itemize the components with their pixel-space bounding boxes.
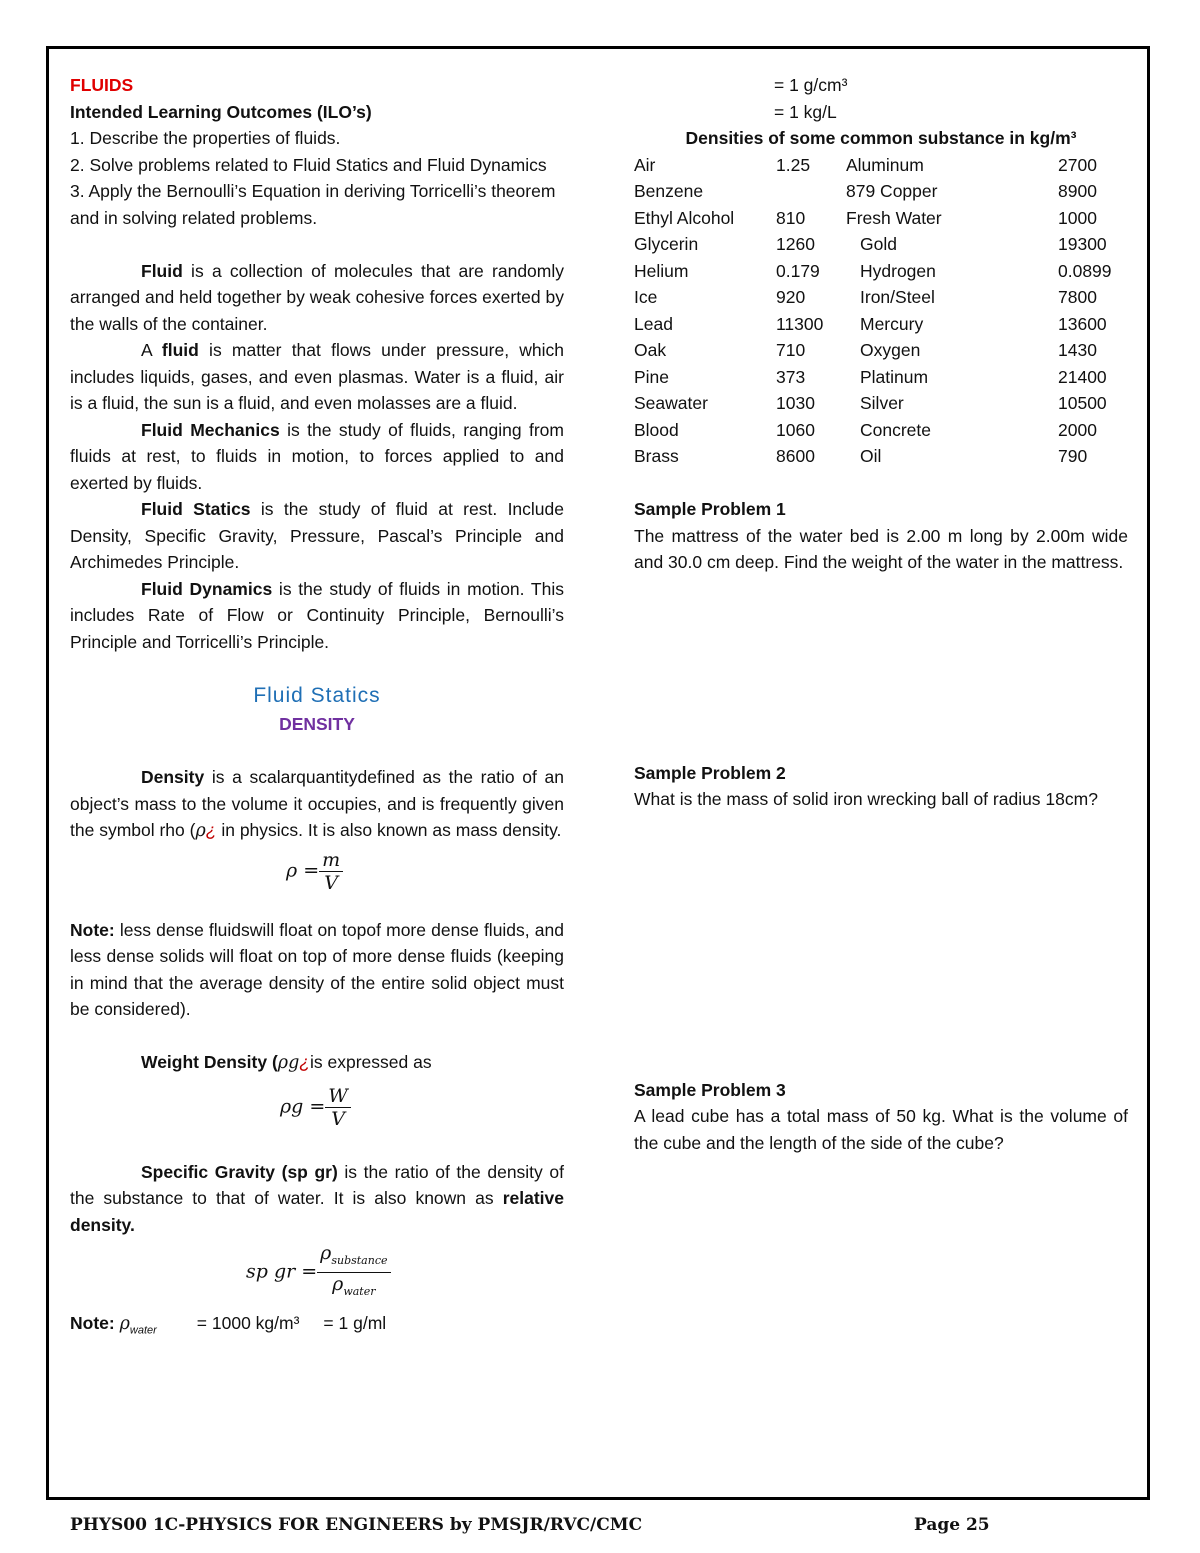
table-cell: Ice <box>634 287 658 307</box>
sample-problem-1-title: Sample Problem 1 <box>634 499 786 519</box>
section-title: Fluid Statics <box>253 684 381 707</box>
fluid-dynamics-paragraph: Fluid Dynamics is the study of fluids in motion. This includes Rate of Flow or Continuity Principle, Bernoulli’s Principle and Torricelli’s Principle. <box>70 578 564 652</box>
table-cell: Mercury <box>860 313 924 334</box>
table-cell: 810 <box>776 207 806 228</box>
table-cell: 790 <box>1058 446 1088 466</box>
table-cell: Brass <box>634 446 679 466</box>
table-cell: 1030 <box>776 393 815 413</box>
table-cell: 11300 <box>776 313 824 334</box>
fluid-mechanics-paragraph: Fluid Mechanics is the study of fluids, ranging from fluids at rest, to fluids in motion, to forces applied to and exerted by fluids. <box>70 419 564 493</box>
table-row <box>634 337 1128 364</box>
table-cell: 1260 <box>776 234 815 254</box>
ilo-item: 2. Solve problems related to Fluid Statics and Fluid Dynamics <box>70 154 547 175</box>
table-cell: 7800 <box>1058 287 1097 307</box>
table-cell: 2000 <box>1058 419 1097 440</box>
table-cell: 13600 <box>1058 313 1107 334</box>
table-cell: Benzene <box>634 181 704 201</box>
section-subtitle: DENSITY <box>279 714 355 734</box>
table-cell: Oxygen <box>860 340 921 360</box>
table-cell: 10500 <box>1058 393 1107 413</box>
density-table-title: Densities of some common substance in kg/m³ <box>685 128 1077 148</box>
table-cell: Platinum <box>860 366 929 387</box>
table-cell: 1.25 <box>776 154 811 175</box>
right-column <box>634 72 1128 1156</box>
table-row <box>634 390 1128 417</box>
table-cell: Helium <box>634 260 689 281</box>
table-cell: Air <box>634 154 656 175</box>
fluid-definition: Fluid is a collection of molecules that are randomly arranged and held together by weak cohesive forces exerted by the walls of the container. <box>70 260 564 334</box>
table-row <box>634 284 1128 311</box>
table-cell: Silver <box>860 393 904 413</box>
specific-gravity-paragraph: Specific Gravity (sp gr) is the ratio of the density of the substance to that of water. It is also known as relative density. <box>70 1161 564 1235</box>
table-cell: 1430 <box>1058 340 1097 360</box>
table-row <box>634 364 1128 391</box>
table-cell: 1060 <box>776 419 815 440</box>
table-cell: 879 Copper <box>846 181 938 201</box>
sample-problem-3-text: A lead cube has a total mass of 50 kg. What is the volume of the cube and the length of the side of the cube? <box>634 1106 1128 1153</box>
table-row <box>634 443 1128 470</box>
table-cell: 8900 <box>1058 181 1097 201</box>
sample-problem-1-text: The mattress of the water bed is 2.00 m long by 2.00m wide and 30.0 cm deep. Find the weight of the water in the mattress. <box>634 525 1128 572</box>
ilo-item: 1. Describe the properties of fluids. <box>70 128 341 148</box>
sample-problem-2-text: What is the mass of solid iron wrecking ball of radius 18cm? <box>634 789 1098 809</box>
table-cell: Pine <box>634 366 670 387</box>
left-column <box>70 72 564 1344</box>
table-row <box>634 231 1128 258</box>
footer-course: PHYS00 1C-PHYSICS FOR ENGINEERS by PMSJR/RVC/CMC <box>70 1515 643 1535</box>
table-row <box>634 152 1128 179</box>
table-cell: 8600 <box>776 446 815 466</box>
density-formula: ρ = $\frac{m}{V}$ <box>70 845 564 903</box>
table-cell: Oil <box>860 446 882 466</box>
table-cell: 2700 <box>1058 154 1097 175</box>
unit-equivalence: = 1 g/cm³ <box>774 75 848 95</box>
density-note: Note: less dense fluidswill float on topof more dense fluids, and less dense solids will float on top of more dense fluids (keeping in mind that the average density of the entire solid object must be considered). <box>70 919 564 1019</box>
table-cell: Glycerin <box>634 234 699 254</box>
table-cell: Lead <box>634 313 673 334</box>
fluid-matter-paragraph: A fluid is matter that flows under pressure, which includes liquids, gases, and even plasmas. Water is a fluid, air is a fluid, the sun is a fluid, and even molasses are a fluid. <box>70 340 564 413</box>
specific-gravity-formula: sp gr = $\frac{\rho_{substance}}{\rho_{water}}$ <box>70 1238 564 1300</box>
ilo-item: 3. Apply the Bernoulli’s Equation in deriving Torricelli’s theorem and in solving related problems. <box>70 181 556 228</box>
water-density-note: Note: $\rho_{water} = 1000$ kg/m³ = 1 g/ml <box>70 1313 387 1337</box>
density-table <box>634 152 1128 470</box>
table-cell: Fresh Water <box>846 207 942 228</box>
table-cell: Seawater <box>634 393 708 413</box>
table-cell: 21400 <box>1058 366 1107 387</box>
table-cell <box>776 178 846 205</box>
density-paragraph: Density is a scalarquantitydefined as the ratio of an object’s mass to the volume it occupies, and is frequently given the symbol rho (ρ¿ in physics. It is also known as mass density. <box>70 767 564 841</box>
fluid-statics-paragraph: Fluid Statics is the study of fluid at rest. Include Density, Specific Gravity, Pressure, Pascal’s Principle and Archimedes Principle. <box>70 499 564 572</box>
table-cell: Hydrogen <box>860 260 936 281</box>
table-row <box>634 205 1128 232</box>
table-cell: Iron/Steel <box>860 287 935 307</box>
table-cell: Gold <box>860 234 897 254</box>
unit-equivalence: = 1 kg/L <box>774 101 837 122</box>
table-row <box>634 178 1128 205</box>
ilo-heading: Intended Learning Outcomes (ILO’s) <box>70 101 372 122</box>
table-row <box>634 258 1128 285</box>
table-cell: 920 <box>776 287 806 307</box>
table-cell: Concrete <box>860 419 932 440</box>
table-cell: Oak <box>634 340 667 360</box>
table-row <box>634 311 1128 338</box>
table-cell: Aluminum <box>846 154 924 175</box>
table-cell: 1000 <box>1058 207 1097 228</box>
table-cell: 373 <box>776 366 806 387</box>
footer-page-number: Page 25 <box>914 1515 990 1535</box>
table-cell: 0.0899 <box>1058 260 1112 281</box>
chapter-title: FLUIDS <box>70 75 134 95</box>
weight-density-formula: ρg = $\frac{W}{V}$ <box>70 1077 564 1141</box>
table-row <box>634 417 1128 444</box>
sample-problem-2-title: Sample Problem 2 <box>634 762 786 783</box>
sample-problem-3-title: Sample Problem 3 <box>634 1079 786 1100</box>
table-cell: Ethyl Alcohol <box>634 207 735 228</box>
table-cell: 710 <box>776 340 806 360</box>
weight-density-line: Weight Density (ρg¿is expressed as <box>141 1052 432 1073</box>
table-cell: Blood <box>634 419 679 440</box>
table-cell: 0.179 <box>776 260 820 281</box>
table-cell: 19300 <box>1058 234 1107 254</box>
